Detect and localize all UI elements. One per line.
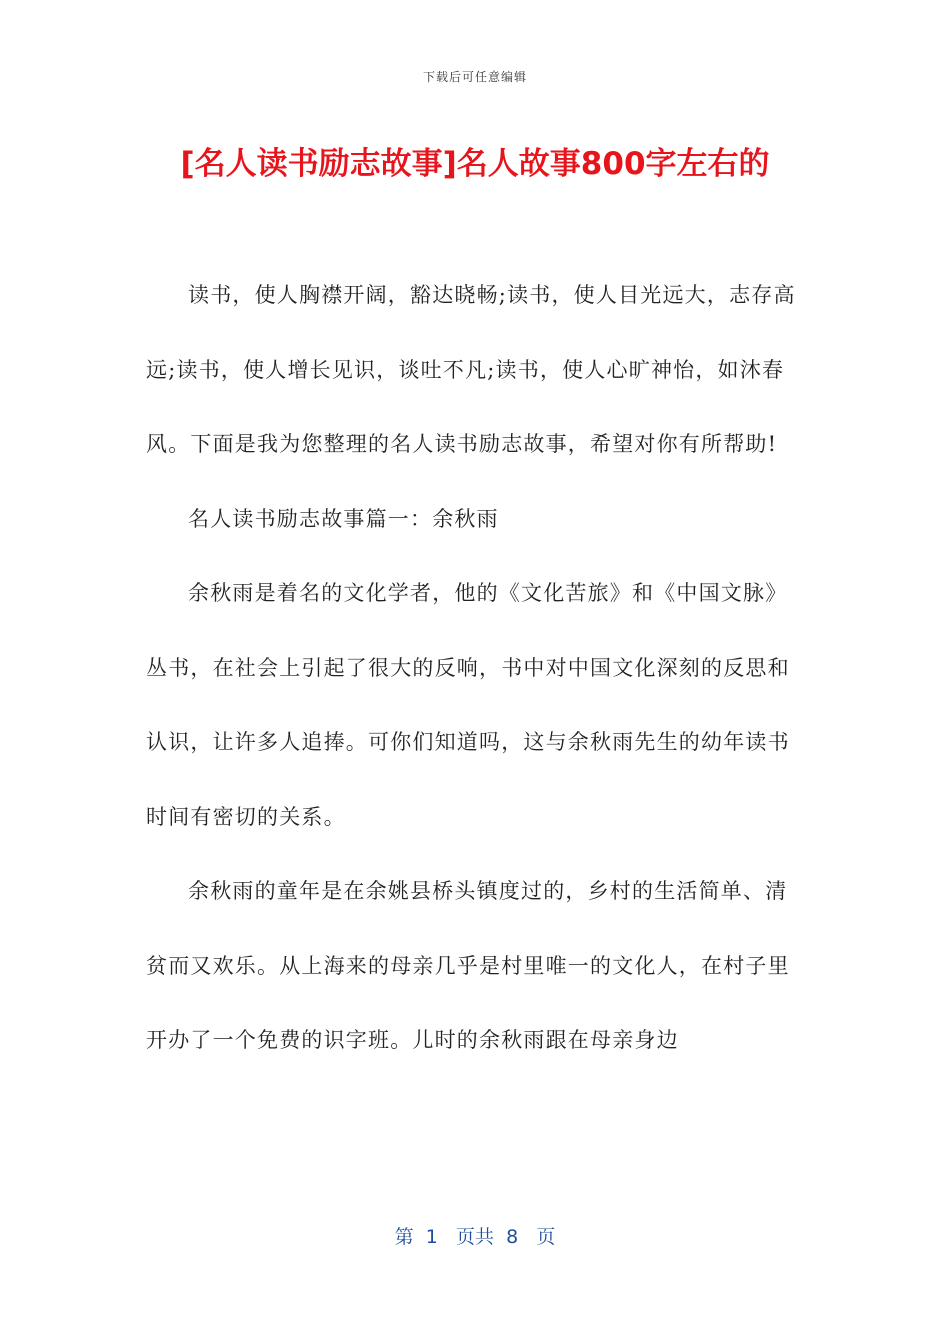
footer-middle: 页共 bbox=[455, 1226, 494, 1248]
document-title: [名人读书励志故事]名人故事800字左右的 bbox=[180, 146, 770, 182]
paragraph-yu-qiuyu-childhood: 余秋雨的童年是在余姚县桥头镇度过的，乡村的生活简单、清贫而又欢乐。从上海来的母亲几乎是村里唯一的文化人，在村子里开办了一个免费的识字班。儿时的余秋雨跟在母亲身边 bbox=[146, 879, 790, 1052]
paragraph-intro: 读书，使人胸襟开阔，豁达晓畅;读书，使人目光远大，志存高远;读书，使人增长见识，谈吐不凡;读书，使人心旷神怡，如沐春风。下面是我为您整理的名人读书励志故事，希望对你有所帮助! bbox=[146, 283, 796, 456]
footer-total-pages: 8 bbox=[506, 1226, 519, 1248]
footer-suffix: 页 bbox=[536, 1226, 556, 1248]
header-note: 下载后可任意编辑 bbox=[422, 70, 527, 84]
footer-page-number: 1 bbox=[425, 1226, 438, 1248]
paragraph-section-heading: 名人读书励志故事篇一：余秋雨 bbox=[188, 506, 499, 531]
paragraph-yu-qiuyu-intro: 余秋雨是着名的文化学者，他的《文化苦旅》和《中国文脉》丛书，在社会上引起了很大的反响，书中对中国文化深刻的反思和认识，让许多人追捧。可你们知道吗，这与余秋雨先生的幼年读书时间有密切的关系。 bbox=[146, 581, 790, 829]
document-body bbox=[146, 258, 806, 1078]
footer-prefix: 第 bbox=[394, 1226, 414, 1248]
page-footer bbox=[0, 1222, 950, 1249]
